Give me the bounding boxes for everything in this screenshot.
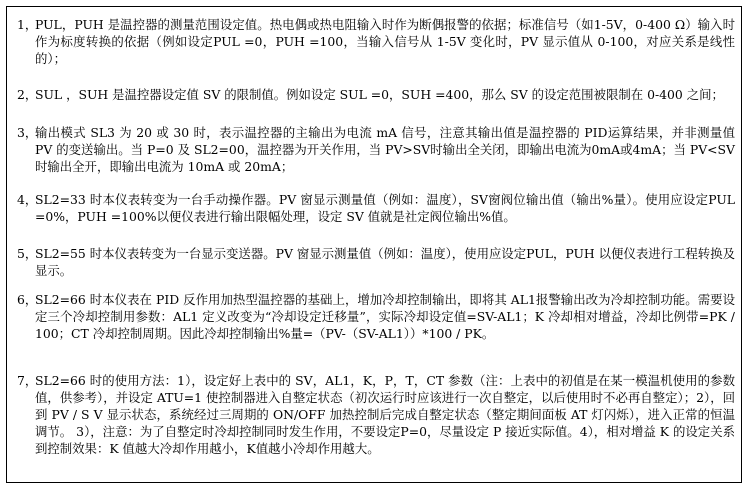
item-number: 4，	[17, 192, 38, 207]
item-number: 2，	[17, 87, 38, 102]
item-text: SL2=66 时本仪表在 PID 反作用加热型温控器的基础上，增加冷却控制输出，即将其 AL1报警输出改为冷却控制功能。需要设定三个冷却控制用参数：AL1 定义改变为“冷却设定迁移量”，实际冷却设定值=SV-AL1；K 冷却相对增益，冷却比例带=PK / 100；CT 冷却控制周期。因此冷却控制输出%量=（PV-（SV-AL1））*100 / PK。	[35, 292, 735, 341]
item-text: 输出模式 SL3 为 20 或 30 时，表示温控器的主输出为电流 mA 信号，注意其输出值是温控器的 PID运算结果，并非测量值 PV 的变送输出。当 P=0 及 SL2=00，温控器为开关作用，当 PV>SV时输出全关闭，即输出电流为0mA或4mA；当 PV<SV 时输出全开，即输出电流为 10mA 或 20mA；	[35, 125, 735, 174]
item-number: 6，	[17, 292, 38, 307]
item-number: 1，	[17, 17, 38, 32]
item-number: 5，	[17, 246, 38, 261]
list-item	[17, 16, 735, 67]
list-item	[17, 291, 735, 342]
list-item	[17, 372, 735, 457]
item-number: 3，	[17, 125, 38, 140]
item-text: SL2=33 时本仪表转变为一台手动操作器。PV 窗显示测量值（例如：温度），SV窗阀位输出值（输出%量）。使用应设定PUL =0%，PUH =100%以便仪表进行输出限幅处理，设定 SV 值就是社定阀位输出%值。	[35, 192, 735, 224]
item-text: SL2=55 时本仪表转变为一台显示变送器。PV 窗显示测量值（例如：温度），使用应设定PUL，PUH 以便仪表进行工程转换及显示。	[35, 246, 735, 278]
item-text: SUL ，SUH 是温控器设定值 SV 的限制值。例如设定 SUL =0，SUH =400，那么 SV 的设定范围被限制在 0-400 之间；	[35, 87, 724, 102]
item-text: SL2=66 时的使用方法：1），设定好上表中的 SV，AL1，K，P，T，CT 参数（注：上表中的初值是在某一模温机使用的参数值，供参考），并设定 ATU=1 使控制器进入自整定状态（初次运行时应该进行一次自整定，以后使用时不必再自整定）；2），回到 PV / S V 显示状态，系统经过三周期的 ON/OFF 加热控制后完成自整定状态（整定期间面板 AT 灯闪烁），进入正常的恒温调节。 3），注意：为了自整定时冷却控制同时发生作用，不要设定P=0，尽量设定 P 接近实际值。4），相对增益 K 的设定关系到控制效果：K 值越大冷却作用越小，K值越小冷却作用越大。	[35, 373, 735, 456]
document-frame	[6, 6, 742, 483]
list-item	[17, 191, 735, 225]
item-text: PUL，PUH 是温控器的测量范围设定值。热电偶或热电阻输入时作为断偶报警的依据；标准信号（如1-5V，0-400 Ω）输入时作为标度转换的依据（例如设定PUL =0，PUH =100，当输入信号从 1-5V 变化时，PV 显示值从 0-100，对应关系是线性的）；	[35, 17, 735, 66]
item-number: 7，	[17, 373, 38, 388]
list-item	[17, 124, 735, 175]
list-item	[17, 245, 735, 279]
list-item	[17, 86, 735, 103]
